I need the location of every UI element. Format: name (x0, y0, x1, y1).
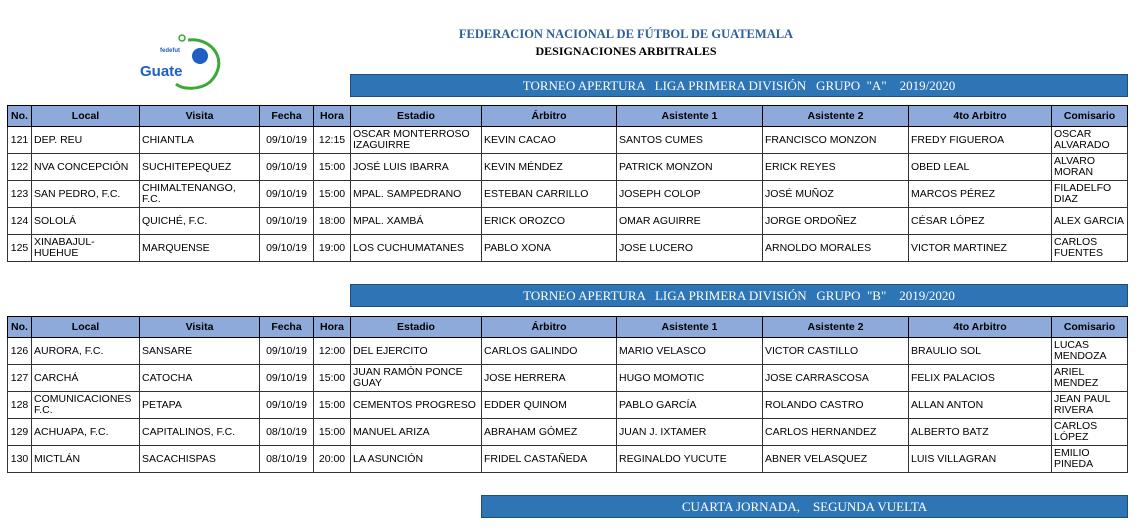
column-header-estadio: Estadio (351, 106, 482, 127)
cell-no: 122 (8, 154, 32, 181)
cell-estadio: CEMENTOS PROGRESO (351, 392, 482, 419)
table-row (8, 127, 1128, 154)
cell-visita: CHIMALTENANGO, F.C. (140, 181, 260, 208)
column-header-no: No. (8, 106, 32, 127)
cell-local: MICTLÁN (32, 446, 140, 473)
column-header-fecha: Fecha (260, 106, 314, 127)
column-header-fecha: Fecha (260, 317, 314, 338)
column-header-arbitro: Árbitro (482, 317, 617, 338)
cell-visita: SANSARE (140, 338, 260, 365)
group-a-table (7, 105, 1128, 262)
column-header-no: No. (8, 317, 32, 338)
cell-visita: SUCHITEPEQUEZ (140, 154, 260, 181)
column-header-hora: Hora (314, 317, 351, 338)
cell-no: 127 (8, 365, 32, 392)
cell-hora: 15:00 (314, 419, 351, 446)
cell-arbitro: ABRAHAM GÓMEZ (482, 419, 617, 446)
cell-asistente-2: FRANCISCO MONZON (763, 127, 909, 154)
column-header-comisario: Comisario (1052, 317, 1128, 338)
column-header-estadio: Estadio (351, 317, 482, 338)
cell-asistente-2: ARNOLDO MORALES (763, 235, 909, 262)
cell-comisario: OSCAR ALVARADO (1052, 127, 1128, 154)
column-header-asistente-1: Asistente 1 (617, 317, 763, 338)
cell-asistente-2: ERICK REYES (763, 154, 909, 181)
cell-hora: 12:00 (314, 338, 351, 365)
cell-fecha: 09/10/19 (260, 154, 314, 181)
header-row (8, 317, 1128, 338)
cell-asistente-2: CARLOS HERNANDEZ (763, 419, 909, 446)
cell-comisario: ALEX GARCIA (1052, 208, 1128, 235)
cell-asistente-1: SANTOS CUMES (617, 127, 763, 154)
cell-hora: 18:00 (314, 208, 351, 235)
cell-asistente-1: JOSEPH COLOP (617, 181, 763, 208)
table-row (8, 392, 1128, 419)
cell-no: 125 (8, 235, 32, 262)
cell-hora: 19:00 (314, 235, 351, 262)
column-header-cuarto-arbitro: 4to Arbitro (909, 106, 1052, 127)
cell-visita: PETAPA (140, 392, 260, 419)
cell-cuarto-arbitro: CÉSAR LÓPEZ (909, 208, 1052, 235)
cell-comisario: JEAN PAUL RIVERA (1052, 392, 1128, 419)
svg-text:fedefut: fedefut (160, 48, 180, 54)
cell-visita: CHIANTLA (140, 127, 260, 154)
group-b-table (7, 316, 1128, 473)
column-header-local: Local (32, 106, 140, 127)
cell-comisario: FILADELFO DIAZ (1052, 181, 1128, 208)
cell-cuarto-arbitro: LUIS VILLAGRAN (909, 446, 1052, 473)
cell-no: 124 (8, 208, 32, 235)
cell-estadio: LA ASUNCIÓN (351, 446, 482, 473)
cell-local: XINABAJUL-HUEHUE (32, 235, 140, 262)
cell-local: NVA CONCEPCIÓN (32, 154, 140, 181)
table-row (8, 338, 1128, 365)
column-header-cuarto-arbitro: 4to Arbitro (909, 317, 1052, 338)
cell-estadio: MANUEL ARIZA (351, 419, 482, 446)
column-header-asistente-1: Asistente 1 (617, 106, 763, 127)
cell-estadio: MPAL. SAMPEDRANO (351, 181, 482, 208)
cell-fecha: 09/10/19 (260, 365, 314, 392)
table-row (8, 419, 1128, 446)
cell-asistente-2: JOSÉ MUÑOZ (763, 181, 909, 208)
cell-local: COMUNICACIONES F.C. (32, 392, 140, 419)
cell-no: 121 (8, 127, 32, 154)
cell-comisario: CARLOS LÓPEZ (1052, 419, 1128, 446)
cell-estadio: JOSÉ LUIS IBARRA (351, 154, 482, 181)
table-row (8, 235, 1128, 262)
header-row (8, 106, 1128, 127)
cell-comisario: ALVARO MORAN (1052, 154, 1128, 181)
group-a-banner: TORNEO APERTURA LIGA PRIMERA DIVISIÓN GRUPO "A" 2019/2020 (350, 74, 1128, 97)
cell-cuarto-arbitro: FELIX PALACIOS (909, 365, 1052, 392)
cell-asistente-1: JUAN J. IXTAMER (617, 419, 763, 446)
cell-cuarto-arbitro: ALLAN ANTON (909, 392, 1052, 419)
cell-arbitro: CARLOS GALINDO (482, 338, 617, 365)
fedefut-logo (138, 32, 228, 92)
cell-local: ACHUAPA, F.C. (32, 419, 140, 446)
cell-asistente-1: MARIO VELASCO (617, 338, 763, 365)
cell-cuarto-arbitro: FREDY FIGUEROA (909, 127, 1052, 154)
cell-estadio: MPAL. XAMBÁ (351, 208, 482, 235)
column-header-asistente-2: Asistente 2 (763, 317, 909, 338)
cell-comisario: EMILIO PINEDA (1052, 446, 1128, 473)
cell-no: 130 (8, 446, 32, 473)
cell-asistente-1: OMAR AGUIRRE (617, 208, 763, 235)
cell-estadio: OSCAR MONTERROSO IZAGUIRRE (351, 127, 482, 154)
cell-cuarto-arbitro: BRAULIO SOL (909, 338, 1052, 365)
cell-asistente-2: JOSE CARRASCOSA (763, 365, 909, 392)
table-row (8, 208, 1128, 235)
federation-title: FEDERACION NACIONAL DE FÚTBOL DE GUATEMALA (458, 27, 794, 41)
cell-arbitro: JOSE HERRERA (482, 365, 617, 392)
cell-visita: MARQUENSE (140, 235, 260, 262)
cell-comisario: CARLOS FUENTES (1052, 235, 1128, 262)
cell-no: 123 (8, 181, 32, 208)
cell-comisario: LUCAS MENDOZA (1052, 338, 1128, 365)
svg-text:Guate: Guate (140, 63, 183, 80)
table-row (8, 365, 1128, 392)
column-header-visita: Visita (140, 317, 260, 338)
cell-asistente-2: ABNER VELASQUEZ (763, 446, 909, 473)
cell-fecha: 09/10/19 (260, 127, 314, 154)
table-row (8, 446, 1128, 473)
table-row (8, 154, 1128, 181)
cell-asistente-2: JORGE ORDOÑEZ (763, 208, 909, 235)
cell-fecha: 09/10/19 (260, 208, 314, 235)
cell-fecha: 09/10/19 (260, 235, 314, 262)
cell-cuarto-arbitro: MARCOS PÉREZ (909, 181, 1052, 208)
cell-arbitro: ESTEBAN CARRILLO (482, 181, 617, 208)
cell-cuarto-arbitro: ALBERTO BATZ (909, 419, 1052, 446)
cell-local: AURORA, F.C. (32, 338, 140, 365)
cell-fecha: 09/10/19 (260, 392, 314, 419)
cell-no: 128 (8, 392, 32, 419)
group-b-banner: TORNEO APERTURA LIGA PRIMERA DIVISIÓN GRUPO "B" 2019/2020 (350, 284, 1128, 307)
cell-comisario: ARIEL MENDEZ (1052, 365, 1128, 392)
jornada-banner: CUARTA JORNADA, SEGUNDA VUELTA (481, 495, 1128, 518)
cell-hora: 15:00 (314, 181, 351, 208)
cell-arbitro: KEVIN CACAO (482, 127, 617, 154)
cell-cuarto-arbitro: OBED LEAL (909, 154, 1052, 181)
cell-local: SOLOLÁ (32, 208, 140, 235)
column-header-visita: Visita (140, 106, 260, 127)
cell-local: SAN PEDRO, F.C. (32, 181, 140, 208)
column-header-arbitro: Árbitro (482, 106, 617, 127)
cell-estadio: LOS CUCHUMATANES (351, 235, 482, 262)
cell-arbitro: KEVIN MÉNDEZ (482, 154, 617, 181)
column-header-hora: Hora (314, 106, 351, 127)
cell-asistente-1: PABLO GARCÍA (617, 392, 763, 419)
cell-no: 126 (8, 338, 32, 365)
page-subtitle: DESIGNACIONES ARBITRALES (535, 44, 717, 58)
cell-fecha: 08/10/19 (260, 446, 314, 473)
cell-visita: QUICHÉ, F.C. (140, 208, 260, 235)
cell-hora: 15:00 (314, 392, 351, 419)
cell-asistente-2: VICTOR CASTILLO (763, 338, 909, 365)
column-header-local: Local (32, 317, 140, 338)
cell-asistente-2: ROLANDO CASTRO (763, 392, 909, 419)
cell-arbitro: EDDER QUINOM (482, 392, 617, 419)
cell-arbitro: PABLO XONA (482, 235, 617, 262)
cell-local: CARCHÁ (32, 365, 140, 392)
cell-visita: SACACHISPAS (140, 446, 260, 473)
cell-fecha: 09/10/19 (260, 338, 314, 365)
cell-hora: 12:15 (314, 127, 351, 154)
cell-asistente-1: PATRICK MONZON (617, 154, 763, 181)
cell-visita: CATOCHA (140, 365, 260, 392)
cell-fecha: 09/10/19 (260, 181, 314, 208)
cell-no: 129 (8, 419, 32, 446)
column-header-asistente-2: Asistente 2 (763, 106, 909, 127)
cell-estadio: JUAN RAMÓN PONCE GUAY (351, 365, 482, 392)
cell-asistente-1: REGINALDO YUCUTE (617, 446, 763, 473)
cell-arbitro: FRIDEL CASTAÑEDA (482, 446, 617, 473)
cell-local: DEP. REU (32, 127, 140, 154)
cell-cuarto-arbitro: VICTOR MARTINEZ (909, 235, 1052, 262)
cell-hora: 20:00 (314, 446, 351, 473)
cell-visita: CAPITALINOS, F.C. (140, 419, 260, 446)
cell-hora: 15:00 (314, 365, 351, 392)
cell-fecha: 08/10/19 (260, 419, 314, 446)
cell-hora: 15:00 (314, 154, 351, 181)
cell-estadio: DEL EJERCITO (351, 338, 482, 365)
table-row (8, 181, 1128, 208)
cell-arbitro: ERICK OROZCO (482, 208, 617, 235)
column-header-comisario: Comisario (1052, 106, 1128, 127)
cell-asistente-1: HUGO MOMOTIC (617, 365, 763, 392)
cell-asistente-1: JOSE LUCERO (617, 235, 763, 262)
